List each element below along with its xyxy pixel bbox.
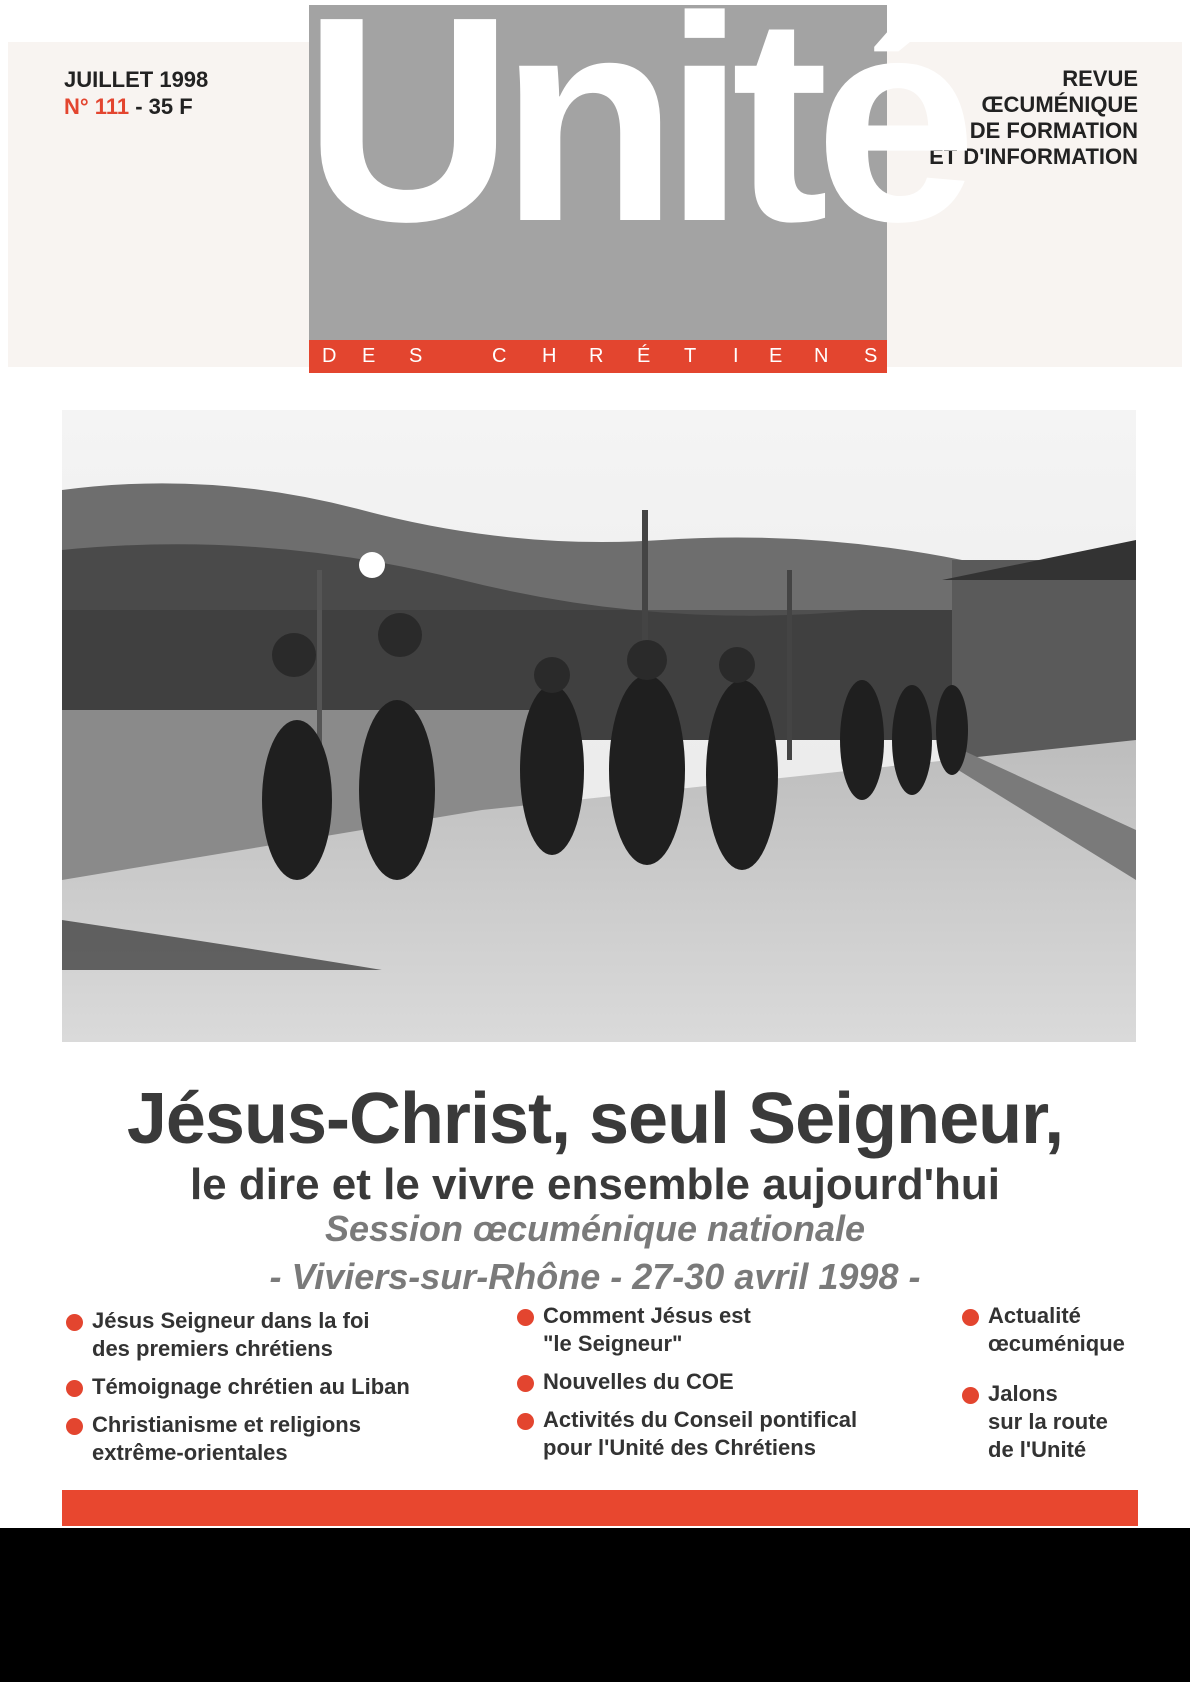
subtitle-letter: I: [733, 345, 739, 367]
subtitle-letter: E: [769, 345, 783, 367]
masthead-subtitle: [309, 340, 887, 373]
subtitle-letter: D: [322, 345, 337, 367]
bullet-icon: [517, 1309, 534, 1326]
issue-info: [64, 66, 208, 120]
contents-item: Nouvelles du COE: [515, 1368, 895, 1396]
tagline-line: ŒCUMÉNIQUE: [981, 92, 1138, 117]
subtitle-letter: E: [362, 345, 376, 367]
bullet-icon: [517, 1413, 534, 1430]
subtitle-letter: C: [492, 345, 507, 367]
tagline-line: ET D'INFORMATION: [929, 144, 1138, 169]
session-line: Session œcuménique nationale: [324, 1208, 866, 1249]
cover-photo: [62, 410, 1136, 1042]
sub-headline: le dire et le vivre ensemble aujourd'hui: [189, 1160, 1001, 1209]
contents-item: Témoignage chrétien au Liban: [64, 1373, 484, 1401]
bullet-icon: [962, 1387, 979, 1404]
issue-date: JUILLET 1998: [64, 67, 209, 92]
contents-item: Jésus Seigneur dans la foi des premiers chrétiens: [64, 1307, 484, 1363]
tagline-line: DE FORMATION: [969, 118, 1138, 143]
contents-item: Actualité œcuménique: [960, 1302, 1160, 1358]
contents-item: Christianisme et religions extrême-orientales: [64, 1411, 484, 1467]
contents-item: Jalons sur la route de l'Unité: [960, 1380, 1160, 1464]
bullet-icon: [66, 1380, 83, 1397]
contents-column-3: [960, 1302, 1160, 1474]
session-info: [0, 1205, 1190, 1301]
contents-column-1: [64, 1307, 484, 1477]
subtitle-letter: H: [542, 345, 557, 367]
photo-icon: [62, 410, 1136, 1042]
subtitle-letter: N: [814, 345, 829, 367]
tagline-line: REVUE: [1062, 66, 1138, 91]
masthead-title: Unité: [303, 0, 963, 282]
issue-price: - 35 F: [135, 94, 193, 119]
bullet-icon: [66, 1314, 83, 1331]
main-headline: Jésus-Christ, seul Seigneur,: [126, 1079, 1064, 1159]
bottom-bar: [62, 1490, 1138, 1526]
subtitle-letter: S: [409, 345, 423, 367]
issue-number: N° 111: [64, 94, 130, 119]
session-line: - Viviers-sur-Rhône - 27-30 avril 1998 -: [269, 1256, 921, 1297]
contents-column-2: [515, 1302, 895, 1472]
contents-item: Comment Jésus est "le Seigneur": [515, 1302, 895, 1358]
subtitle-letter: S: [864, 345, 878, 367]
bullet-icon: [962, 1309, 979, 1326]
masthead: [303, 0, 963, 340]
bullet-icon: [66, 1418, 83, 1435]
bullet-icon: [517, 1375, 534, 1392]
subtitle-letter: T: [684, 345, 697, 367]
subtitle-letter: R: [589, 345, 604, 367]
subtitle-letter: É: [637, 345, 651, 367]
contents-item: Activités du Conseil pontifical pour l'Unité des Chrétiens: [515, 1406, 895, 1462]
